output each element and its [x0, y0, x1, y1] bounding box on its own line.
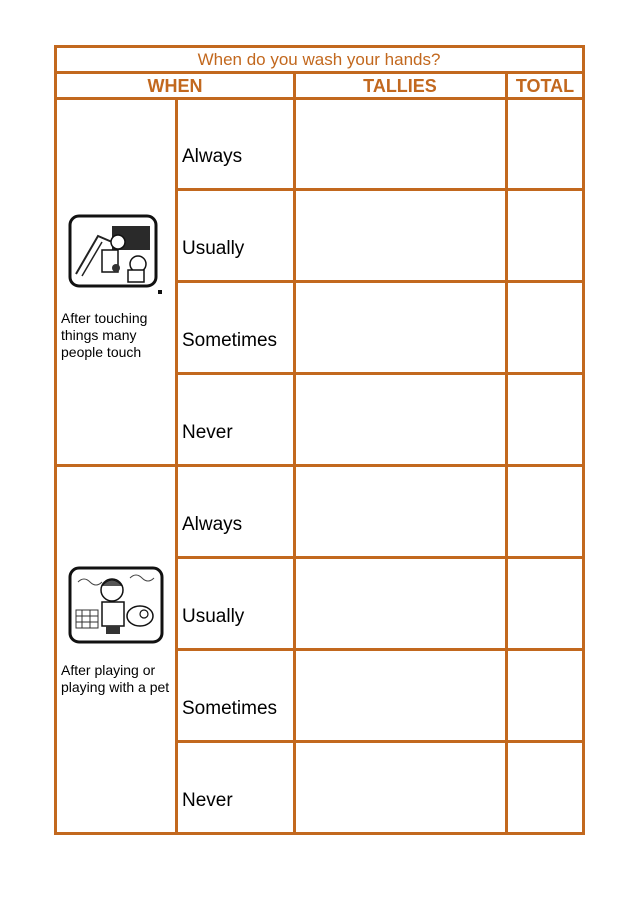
option-usually: Usually: [182, 606, 245, 627]
group-divider: [54, 464, 585, 467]
option-usually: Usually: [182, 238, 245, 259]
row-divider: [175, 740, 585, 743]
header-when: WHEN: [147, 76, 203, 96]
people-touching-handrail-illustration: [68, 212, 168, 298]
option-sometimes: Sometimes: [182, 330, 278, 351]
option-never: Never: [182, 790, 233, 811]
row-divider: [175, 556, 585, 559]
border-top: [54, 45, 585, 48]
worksheet-title: When do you wash your hands?: [197, 50, 441, 69]
child-with-pet-illustration: [68, 566, 166, 646]
row-divider: [175, 372, 585, 375]
header-total: TOTAL: [515, 76, 575, 96]
group-caption: After playing or playing with a pet: [61, 662, 170, 695]
border-left: [54, 45, 57, 835]
border-right: [582, 45, 585, 835]
option-always: Always: [182, 514, 243, 535]
option-never: Never: [182, 422, 233, 443]
header-col-divider-2: [505, 71, 508, 100]
header-col-divider-1: [293, 71, 296, 100]
row-divider: [175, 648, 585, 651]
header-tallies: TALLIES: [363, 76, 437, 96]
row-divider: [175, 280, 585, 283]
option-sometimes: Sometimes: [182, 698, 278, 719]
group-caption: After touching things many people touch: [61, 310, 148, 360]
option-always: Always: [182, 146, 243, 167]
row-divider: [175, 188, 585, 191]
